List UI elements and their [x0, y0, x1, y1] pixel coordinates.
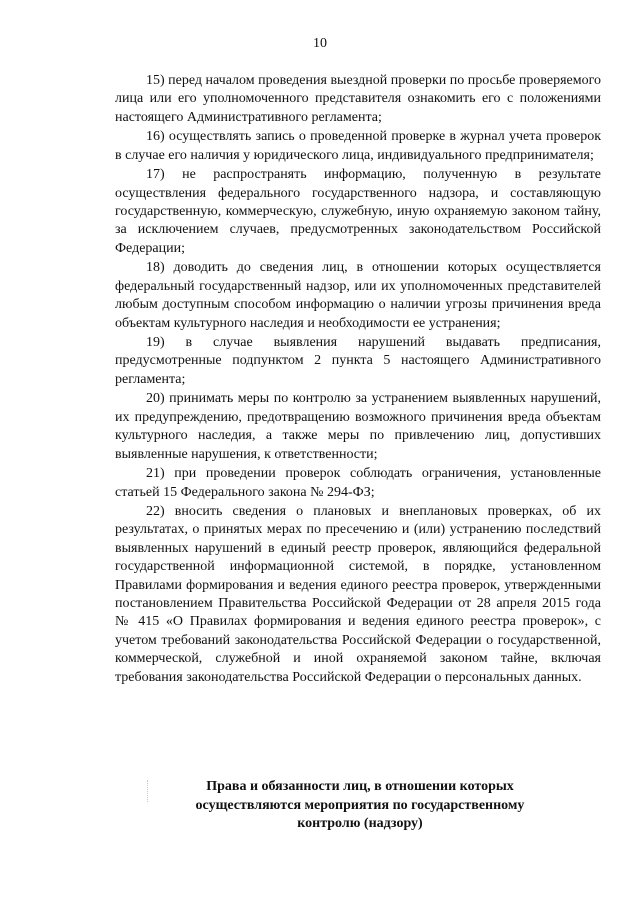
paragraph-16: 16) осуществлять запись о проведенной проверке в журнал учета проверок в случае его наличия у юридического лица, индивидуального предпринимателя; [115, 129, 601, 163]
paragraph-21: 21) при проведении проверок соблюдать ограничения, установленные статьей 15 Федерального закона № 294-ФЗ; [115, 466, 601, 500]
paragraph-20: 20) принимать меры по контролю за устранением выявленных нарушений, их предупреждению, предотвращению возможного причинения вреда объектам культурного наследия, а также меры по привлечению лиц, допустивших выявленные нарушения, к ответственности; [115, 391, 601, 462]
page-number: 10 [313, 36, 327, 51]
paragraph-15: 15) перед началом проведения выездной проверки по просьбе проверяемого лица или его уполномоченного представителя ознакомить его с положениями настоящего Административного регламента; [115, 73, 601, 125]
paragraph-18: 18) доводить до сведения лиц, в отношении которых осуществляется федеральный государственный надзор, или их уполномоченных представителей любым доступным способом информацию о наличии угрозы причинения вреда объектам культурного наследия и необходимости ее устранения; [115, 260, 601, 331]
section-heading-line-3: контролю (надзору) [297, 816, 423, 831]
section-heading-line-1: Права и обязанности лиц, в отношении которых [206, 779, 514, 794]
section-heading-line-2: осуществляются мероприятия по государственному [195, 797, 525, 813]
paragraph-17: 17) не распространять информацию, полученную в результате осуществления федерального государственного надзора, и составляющую государственную, коммерческую, служебную, иную охраняемую законом тайну, за исключением случаев, предусмотренных законодательством Российской Федерации; [115, 167, 601, 256]
paragraph-19: 19) в случае выявления нарушений выдавать предписания, предусмотренные подпунктом 2 пункта 5 настоящего Административного регламента; [115, 335, 601, 387]
paragraph-22: 22) вносить сведения о плановых и внеплановых проверках, об их результатах, о принятых мерах по пресечению и (или) устранению последствий выявленных нарушений в единый реестр проверок, являющийся федеральной государственной информационной системой, в порядке, установленном Правилами формирования и ведения единого реестра проверок, утвержденными постановлением Правительства Российской Федерации от 28 апреля 2015 года № 415 «О Правилах формирования и ведения единого реестра проверок», с учетом требований законодательства Российской Федерации о государственной, коммерческой, служебной и иной охраняемой законом тайне, включая требования законодательства Российской Федерации о персональных данных. [115, 504, 601, 685]
document-body [115, 72, 601, 688]
section-heading [130, 778, 590, 834]
